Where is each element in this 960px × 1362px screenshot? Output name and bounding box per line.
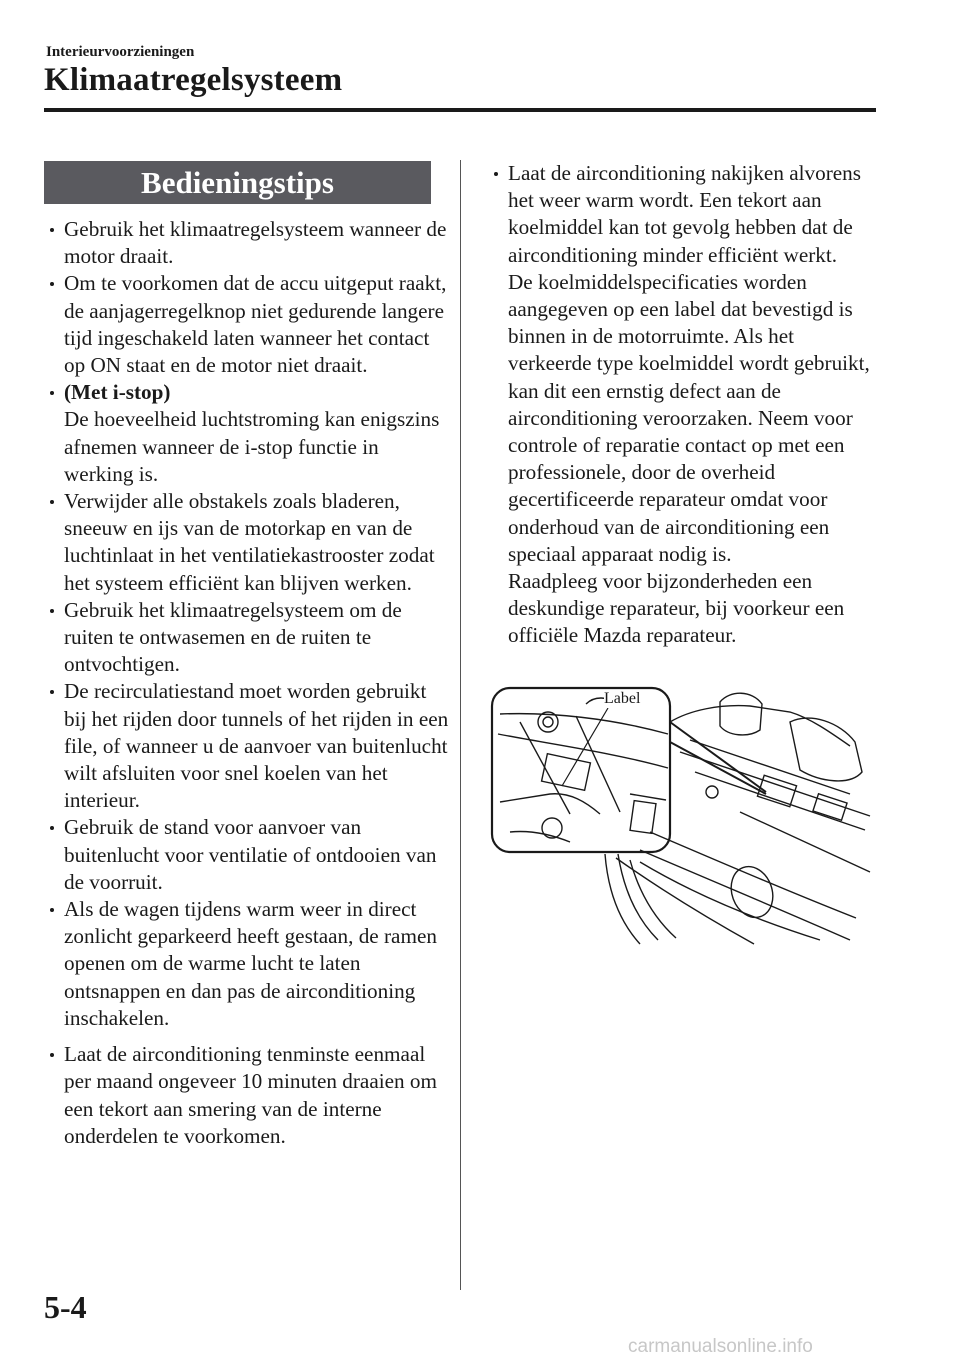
engine-bay-drawing	[490, 682, 876, 974]
column-divider	[460, 160, 461, 1290]
bullet-dot-icon	[50, 908, 54, 912]
title-rule	[44, 108, 876, 112]
bullet-item: Om te voorkomen dat de accu uitgeput raakt, de aanjagerregelknop niet gedurende langere tijd ingeschakeld laten wanneer het contact op ON staat en de motor niet draait.	[48, 270, 453, 379]
callout-label: Label	[604, 690, 641, 707]
bullet-item: Gebruik de stand voor aanvoer van buitenlucht voor ventilatie of ontdooien van de voorruit.	[48, 814, 453, 896]
bullet-item	[492, 160, 882, 650]
bullet-dot-icon	[50, 690, 54, 694]
bullet-item: Verwijder alle obstakels zoals bladeren, sneeuw en ijs van de motorkap en van de luchtinlaat in het ventilatiekastrooster zodat het systeem efficiënt kan blijven werken.	[48, 488, 453, 597]
section-heading: Bedieningstips	[44, 161, 431, 204]
bullet-item: Laat de airconditioning tenminste eenmaal per maand ongeveer 10 minuten draaien om een tekort aan smering van de interne onderdelen te voorkomen.	[48, 1041, 453, 1150]
section-label: Interieurvoorzieningen	[46, 44, 195, 60]
bullet-sublabel: (Met i-stop)	[64, 380, 171, 405]
bullet-item: Gebruik het klimaatregelsysteem wanneer de motor draait.	[48, 216, 453, 270]
bullet-paragraph: Laat de airconditioning nakijken alvorens het weer warm wordt. Een tekort aan koelmiddel kan tot gevolg hebben dat de airconditioning minder efficiënt werkt.	[508, 161, 862, 267]
bullet-dot-icon	[50, 391, 54, 395]
bullet-paragraph: De koelmiddelspecificaties worden aangegeven op een label dat bevestigd is binnen in de motorruimte. Als het verkeerde type koelmiddel wordt gebruikt, kan dit een ernstig defect aan de airconditioning veroorzaken. Neem voor controle of reparatie contact op met een professionele, door de overheid gecertificeerde reparateur omdat voor onderhoud van de airconditioning een speciaal apparaat nodig is.	[508, 269, 870, 566]
bullet-dot-icon	[50, 826, 54, 830]
bullet-dot-icon	[50, 609, 54, 613]
bullet-item: Gebruik het klimaatregelsysteem om de ruiten te ontwasemen en de ruiten te ontvochtigen.	[48, 597, 453, 679]
bullet-dot-icon	[50, 500, 54, 504]
bullet-item: Als de wagen tijdens warm weer in direct zonlicht geparkeerd heeft gestaan, de ramen openen om de warme lucht te laten ontsnappen en dan pas de airconditioning inschakelen.	[48, 896, 453, 1032]
engine-bay-illustration	[490, 682, 876, 974]
bullet-item: (Met i-stop) De hoeveelheid luchtstroming kan enigszins afnemen wanneer de i-stop functie in werking is.	[48, 379, 453, 488]
bullet-paragraph: Raadpleeg voor bijzonderheden een deskundige reparateur, bij voorkeur een officiële Mazda reparateur.	[508, 569, 845, 648]
bullet-dot-icon	[50, 228, 54, 232]
bullet-dot-icon	[50, 282, 54, 286]
bullet-dot-icon	[50, 1053, 54, 1057]
right-column	[492, 160, 882, 650]
bullet-dot-icon	[494, 172, 498, 176]
left-column	[48, 216, 453, 1150]
bullet-item: De recirculatiestand moet worden gebruikt bij het rijden door tunnels of het rijden in een file, of wanneer u de aanvoer van buitenlucht wilt afsluiten voor snel koelen van het interieur.	[48, 678, 453, 814]
page-title: Klimaatregelsysteem	[44, 62, 343, 98]
page-number: 5-4	[44, 1289, 87, 1325]
watermark: carmanualsonline.info	[628, 1336, 813, 1357]
